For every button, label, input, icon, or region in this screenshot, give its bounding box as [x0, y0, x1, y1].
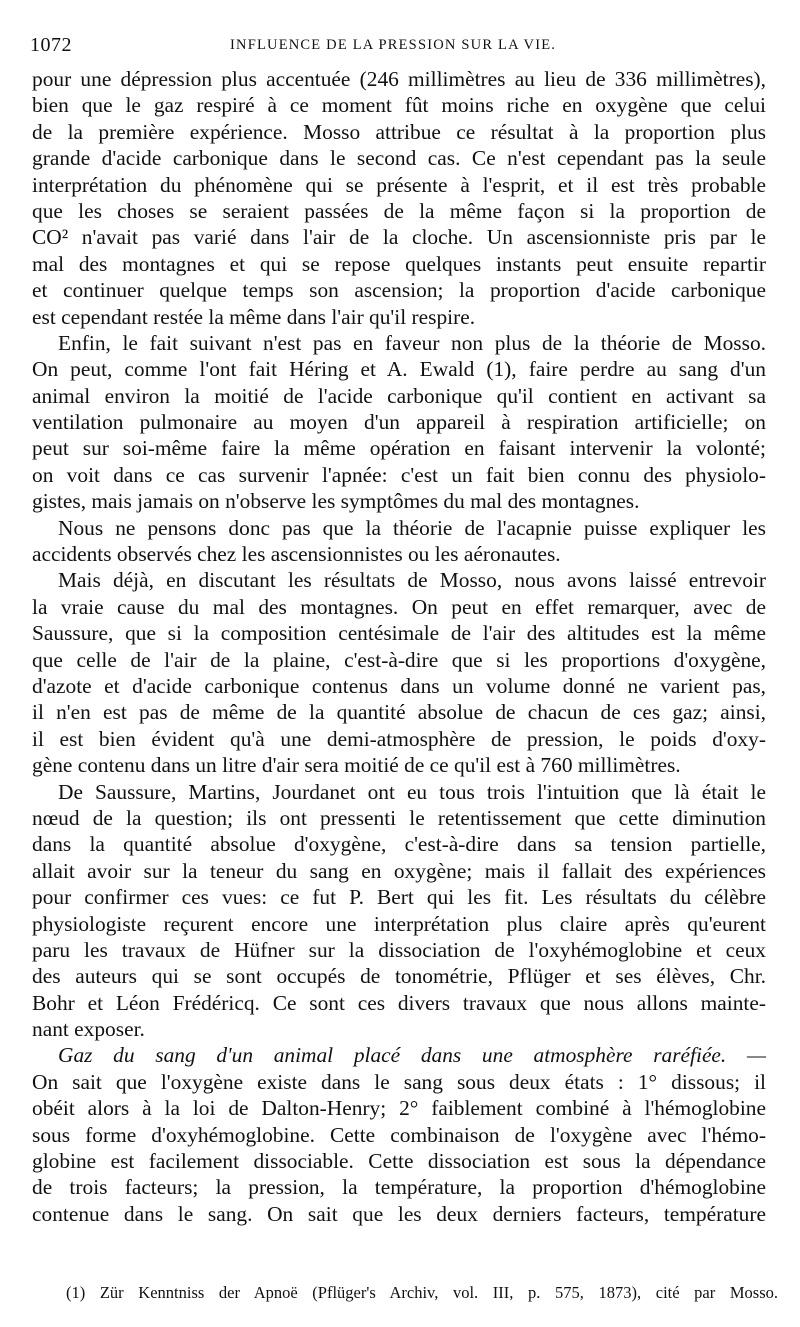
text-line: animal environ la moitié de l'acide carbonique qu'il contient en activant sa [32, 383, 766, 408]
text-line: d'azote et d'acide carbonique contenus dans un volume donné ne varient pas, [32, 673, 766, 698]
text-line: obéit alors à la loi de Dalton-Henry; 2° faiblement combiné à l'hémoglobine [32, 1096, 766, 1121]
text-line: Enfin, le fait suivant n'est pas en faveur non plus de la théorie de Mosso. [58, 330, 766, 355]
text-line: CO² n'avait pas varié dans l'air de la cloche. Un ascensionniste pris par le [32, 225, 766, 250]
text-line: globine est facilement dissociable. Cette dissociation est sous la dépendance [32, 1149, 766, 1174]
text-line: on voit dans ce cas survenir l'apnée: c'est un fait bien connu des physiolo- [32, 462, 766, 487]
text-line: est cependant restée la même dans l'air qu'il respire. [32, 304, 476, 329]
text-line: nant exposer. [32, 1017, 145, 1042]
text-line: physiologiste reçurent encore une interprétation plus claire après qu'eurent [32, 911, 766, 936]
body-text [32, 66, 766, 1227]
text-line: interprétation du phénomène qui se présente à l'esprit, et il est très probable [32, 172, 766, 197]
text-line: grande d'acide carbonique dans le second cas. Ce n'est cependant pas la seule [32, 146, 766, 171]
text-line: peut sur soi-même faire la même opération en faisant intervenir la volonté; [32, 436, 766, 461]
text-line: il n'en est pas de même de la quantité absolue de chacun de ces gaz; ainsi, [32, 700, 766, 725]
footnote: (1) Zür Kenntniss der Apnoë (Pflüger's Archiv, vol. III, p. 575, 1873), cité par Mosso. [66, 1283, 778, 1302]
text-line: allait avoir sur la teneur du sang en oxygène; mais il fallait des expériences [32, 858, 766, 883]
text-line: il est bien évident qu'à une demi-atmosphère de pression, le poids d'oxy- [32, 726, 766, 751]
text-line: que celle de l'air de la plaine, c'est-à-dire que si les proportions d'oxygène, [32, 647, 766, 672]
text-line: Nous ne pensons donc pas que la théorie de l'acapnie puisse expliquer les [58, 515, 766, 540]
text-line: et continuer quelque temps son ascension; la proportion d'acide carbonique [32, 278, 766, 303]
section-heading-line: Gaz du sang d'un animal placé dans une atmosphère raréfiée. — [58, 1043, 766, 1068]
text-line: dans la quantité absolue d'oxygène, c'est-à-dire dans sa tension partielle, [32, 832, 766, 857]
running-title: INFLUENCE DE LA PRESSION SUR LA VIE. [230, 37, 557, 53]
text-line: de la première expérience. Mosso attribue ce résultat à la proportion plus [32, 119, 766, 144]
text-line: pour une dépression plus accentuée (246 millimètres au lieu de 336 millimètres), [32, 67, 766, 91]
text-line: De Saussure, Martins, Jourdanet ont eu tous trois l'intuition que là était le [58, 779, 766, 804]
text-line: de trois facteurs; la pression, la température, la proportion d'hémoglobine [32, 1175, 766, 1200]
text-line: accidents observés chez les ascensionnistes ou les aéronautes. [32, 542, 561, 567]
text-line: des auteurs qui se sont occupés de tonométrie, Pflüger et ses élèves, Chr. [32, 964, 766, 989]
text-line: Mais déjà, en discutant les résultats de Mosso, nous avons laissé entrevoir [58, 568, 766, 593]
text-line: paru les travaux de Hüfner sur la dissociation de l'oxyhémoglobine et ceux [32, 937, 766, 962]
text-line: nœud de la question; ils ont pressenti le retentissement que cette diminution [32, 805, 766, 830]
text-line: bien que le gaz respiré à ce moment fût moins riche en oxygène que celui [32, 93, 766, 118]
text-line: contenue dans le sang. On sait que les deux derniers facteurs, température [32, 1201, 766, 1226]
text-line: sous forme d'oxyhémoglobine. Cette combinaison de l'oxygène avec l'hémo- [32, 1122, 766, 1147]
text-line: gène contenu dans un litre d'air sera moitié de ce qu'il est à 760 millimètres. [32, 753, 681, 778]
text-line: On peut, comme l'ont fait Héring et A. Ewald (1), faire perdre au sang d'un [32, 357, 766, 382]
page-header [30, 34, 770, 56]
text-line: gistes, mais jamais on n'observe les symptômes du mal des montagnes. [32, 489, 640, 514]
text-line: Bohr et Léon Frédéricq. Ce sont ces divers travaux que nous allons mainte- [32, 990, 766, 1015]
text-line: ventilation pulmonaire au moyen d'un appareil à respiration artificielle; on [32, 410, 766, 435]
text-line: pour confirmer ces vues: ce fut P. Bert qui les fit. Les résultats du célèbre [32, 885, 766, 910]
text-line: Saussure, que si la composition centésimale de l'air des altitudes est la même [32, 621, 766, 646]
text-line: la vraie cause du mal des montagnes. On peut en effet remarquer, avec de [32, 594, 766, 619]
text-line: On sait que l'oxygène existe dans le sang sous deux états : 1° dissous; il [32, 1069, 766, 1094]
text-line: mal des montagnes et qui se repose quelques instants peut ensuite repartir [32, 251, 766, 276]
page-number: 1072 [30, 34, 72, 56]
text-line: que les choses se seraient passées de la même façon si la proportion de [32, 198, 766, 223]
